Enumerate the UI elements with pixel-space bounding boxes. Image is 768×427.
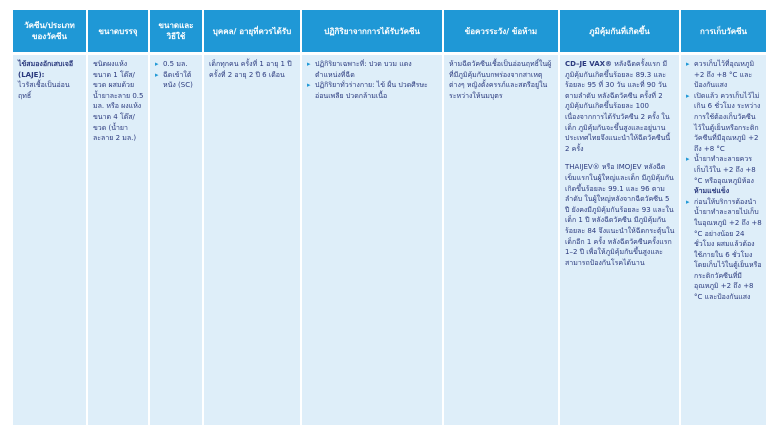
storage-list (686, 59, 762, 303)
vaccine-table (11, 10, 768, 425)
table-row (13, 55, 766, 425)
reactions-list (307, 59, 438, 101)
cell-precautions (444, 55, 558, 425)
precautions-text: ห้ามฉีดวัคซีนเชื้อเป็นอ่อนฤทธิ์ในผู้ที่มีภูมิคุ้มกันบกพร่องจากสาเหตุต่างๆ หญิงตั้งครรภ์และสตรีอยู่ในระหว่างให้นมบุตร (449, 60, 552, 100)
cell-recipients (204, 55, 300, 425)
header-vaccine-type: วัคซีน/ประเภท ของวัคซีน (13, 10, 86, 52)
no-freeze-warning: ห้ามแช่แข็ง (694, 187, 730, 196)
immunity-thaijev (565, 162, 675, 268)
immunity-cd-je (565, 59, 675, 154)
dose-amount: ▸ 0.5 มล. (155, 59, 198, 70)
reaction-local: ▸ ปฏิกิริยาเฉพาะที่: ปวด บวม แดง ตำแหน่งที่ฉีด (307, 59, 438, 80)
cd-je-text: หลังฉีดครั้งแรก มีภูมิคุ้มกันเกิดขึ้นร้อยละ 89.3 และร้อยละ 95 ที่ 30 วัน และที่ 90 วันตามลำดับ หลังฉีดวัคซีน ครั้งที่ 2 ภูมิคุ้มกันเกิดขึ้นร้อยละ 100 เนื่องจากการได้รับวัคซีน 2 ครั้ง ในเด็ก ภูมิคุ้มกันจะขึ้นสูงและอยู่นาน ประเทศไทยจึงแนะนำให้ฉีดวัคซีนนี้ 2 ครั้ง (565, 60, 671, 153)
header-immunity: ภูมิคุ้มกันที่เกิดขึ้น (560, 10, 679, 52)
cell-package (88, 55, 148, 425)
vaccine-name: ไข้สมองอักเสบเจอี (LAJE): (18, 60, 74, 79)
cell-dose (150, 55, 202, 425)
package-text: ชนิดผงแห้ง ขนาด 1 โด๊ส/ขวด ผสมด้วยน้ำยาละลาย 0.5 มล. หรือ ผงแห้ง ขนาด 4 โด๊ส/ขวด (น้ำยาละลาย 2 มล.) (93, 60, 144, 143)
thaijev-label: THAIJEV® หรือ IMOJEV (565, 163, 642, 172)
header-reactions: ปฏิกิริยาจากการได้รับวัคซีน (302, 10, 442, 52)
storage-item: ▸ ก่อนให้บริการต้องนำน้ำยาทำละลายไปเก็บในอุณหภูมิ +2 ถึง +8 °C อย่างน้อย 24 ชั่วโมง ผสมแล้วต้องใช้ภายใน 6 ชั่วโมง โดยเก็บไว้ในตู้เย็นหรือกระติกวัคซีนที่มีอุณหภูมิ +2 ถึง +8 °C และป้องกันแสง (686, 197, 762, 303)
storage-diluent: น้ำยาทำละลายควรเก็บไว้ใน +2 ถึง +8 °C หรืออุณหภูมิห้อง (694, 155, 756, 185)
reaction-systemic: ▸ ปฏิกิริยาทั่วร่างกาย: ไข้ ผื่น ปวดศีรษะ อ่อนเพลีย ปวดกล้ามเนื้อ (307, 80, 438, 101)
cell-vaccine (13, 55, 86, 425)
cd-je-label: CD–JE VAX® (565, 60, 613, 68)
header-storage: การเก็บวัคซีน (681, 10, 766, 52)
dose-route: ▸ ฉีดเข้าใต้หนัง (SC) (155, 70, 198, 91)
cell-immunity (560, 55, 679, 425)
header-package-size: ขนาดบรรจุ (88, 10, 148, 52)
vaccine-type: ไวรัสเชื้อเป็นอ่อนฤทธิ์ (18, 81, 70, 100)
recipients-text: เด็กทุกคน ครั้งที่ 1 อายุ 1 ปี ครั้งที่ 2 อายุ 2 ปี 6 เดือน (209, 60, 292, 79)
cell-reactions (302, 55, 442, 425)
header-row (13, 10, 766, 52)
storage-item (686, 154, 762, 196)
header-recipients: บุคคล/ อายุที่ควรได้รับ (204, 10, 300, 52)
header-dose-route: ขนาดและ วิธีใช้ (150, 10, 202, 52)
storage-item: ▸ เปิดแล้ว ควรเก็บไว้ไม่เกิน 6 ชั่วโมง ระหว่างการใช้ต้องเก็บวัคซีนไว้ในตู้เย็นหรือกระติกวัคซีนที่มีอุณหภูมิ +2 ถึง +8 °C (686, 91, 762, 155)
storage-item: ▸ ควรเก็บไว้ที่อุณหภูมิ +2 ถึง +8 °C และป้องกันแสง (686, 59, 762, 91)
dose-list (155, 59, 198, 91)
thaijev-text: หลังฉีดเข็มแรกในผู้ใหญ่และเด็ก มีภูมิคุ้มกันเกิดขึ้นร้อยละ 99.1 และ 96 ตามลำดับ ในผู้ใหญ่หลังจากฉีดวัคซีน 5 ปี ยังคงมีภูมิคุ้มกันร้อยละ 93 และในเด็ก 1 ปี หลังฉีดวัคซีน มีภูมิคุ้มกันร้อยละ 84 จึงแนะนำให้ฉีดกระตุ้นในเด็กอีก 1 ครั้ง หลังฉีดวัคซีนครั้งแรก 1–2 ปี เพื่อให้ภูมิคุ้มกันขึ้นสูงและสามารถป้องกันโรคได้นาน (565, 163, 675, 267)
cell-storage (681, 55, 766, 425)
header-precautions: ข้อควรระวัง/ ข้อห้าม (444, 10, 558, 52)
